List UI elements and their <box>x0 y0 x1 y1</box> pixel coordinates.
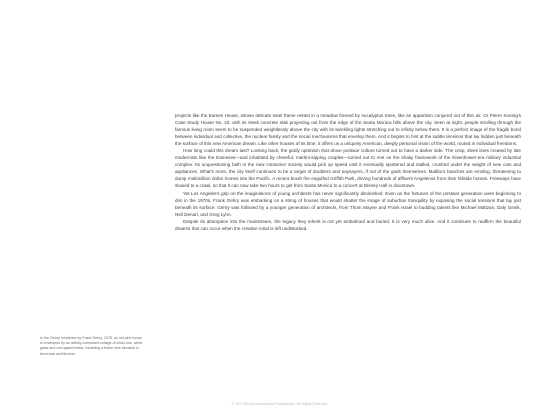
copyright-footer: © 2012 Rizzoli International Publications. All Rights Reserved. <box>231 402 329 406</box>
paragraph-1: projects like the Eames House, whose delicate steel frame rested in a meadow framed by eucalyptus trees, like an apparition conjured out of thin air. Or Pierre Koenig’s Case Study House No. 22, with its sleek concrete slab projecting out from the edge of the Santa Monica hills above the city. Seen at night, people strolling through the famous living room seem to be suspended weightlessly above the city with its twinkling lights stretching out to infinity below them. It is a perfect image of the fragile bond between individual and collective, the nuclear family and the social mechanisms that envelop them. And it begins to hint at the subtle tensions that lay hidden just beneath the surface of this new American dream. Like other houses of its time, it offers us a uniquely American, deeply personal vision of the world, rooted in individual freedoms. <box>175 113 521 147</box>
photo-caption: In the Gehry residence by Frank Gehry, 1978, an old pink house is enveloped by an artfully composed collage of chain-link, wired glass and corrugated metal, heralding a brave new direction in American architecture. <box>40 336 143 356</box>
body-text <box>175 112 521 232</box>
paragraph-4: Despite its absorption into the mainstream, the legacy they inherit is not yet embalmed and buried. It is very much alive. And it continues to reaffirm the beautiful dreams that can occur when the creative mind is left undisturbed. <box>175 218 521 231</box>
paragraph-3: Yet Los Angeles’s grip on the imaginations of young architects has never significantly diminished. Even as the fortunes of the postwar generation were beginning to dim in the 1970s, Frank Gehry was embarking on a string of houses that would shatter the image of suburban tranquility by exposing the social tensions that lay just beneath its surface. Gehry was followed by a younger generation of architects, from Thom Mayne and Frank Israel to budding talents like Michael Maltzan, Daly Genik, Neil Denari, and Greg Lynn. <box>175 190 521 217</box>
paragraph-2: How long could this dream last? Looking back, the giddy optimism that drove postwar culture turned out to have a darker side. The crisp, sleek lines created by late modernists like the Eameses—and inhabited by cheerful, martini-sipping couples—turned out to rest on the shaky framework of the Eisenhower-era military industrial complex. Its unquestioning faith in the new consumer society would pick up speed until it eventually sputtered and stalled, crushed under the weight of new cars and appliances. What’s more, the city itself continues to be a target of doubters and naysayers, if not of the gods themselves. Malibu’s beaches are eroding, threatening to dump multimillion dollar homes into the Pacific. A recent brush fire engulfed Griffith Park, driving hundreds of affluent Angelenos from their hillside homes. Freeways have slowed to a crawl, so that it can now take two hours to get from Santa Monica to a concert at Disney Hall in downtown. <box>175 148 521 189</box>
